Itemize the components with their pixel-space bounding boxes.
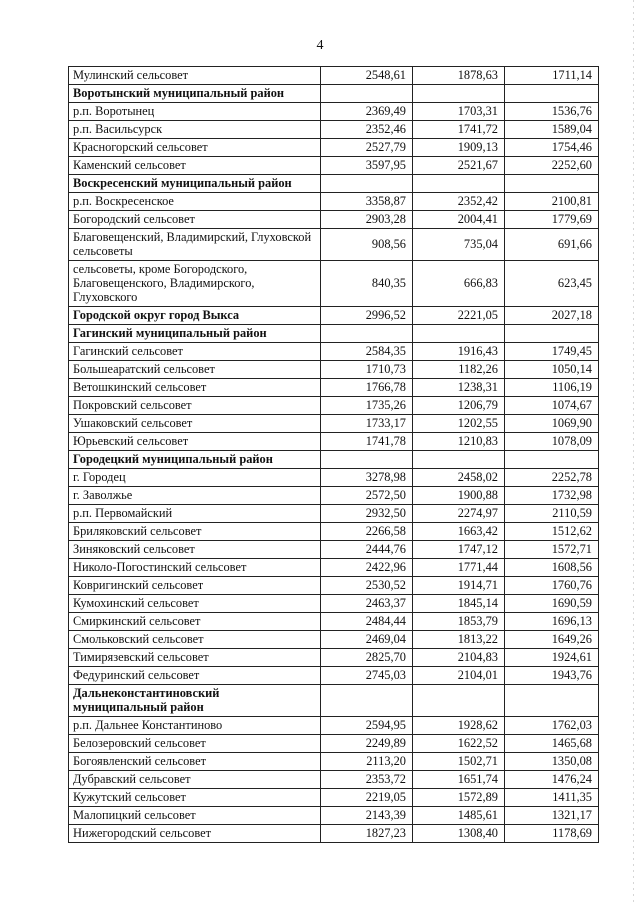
value-col-1: 2996,52	[321, 307, 413, 325]
value-col-2: 1502,71	[413, 753, 505, 771]
table-row	[69, 157, 599, 175]
value-col-3: 1608,56	[505, 559, 599, 577]
section-row	[69, 175, 599, 193]
value-col-2: 2274,97	[413, 505, 505, 523]
table-row	[69, 343, 599, 361]
settlement-name: Мулинский сельсовет	[69, 67, 321, 85]
settlement-name: Смольковский сельсовет	[69, 631, 321, 649]
value-col-1: 2530,52	[321, 577, 413, 595]
value-col-1: 3278,98	[321, 469, 413, 487]
value-col-3: 1572,71	[505, 541, 599, 559]
value-col-1: 908,56	[321, 229, 413, 261]
table-row	[69, 379, 599, 397]
settlement-name: Бриляковский сельсовет	[69, 523, 321, 541]
value-col-2: 1747,12	[413, 541, 505, 559]
settlement-name: Нижегородский сельсовет	[69, 825, 321, 843]
value-col-1	[321, 175, 413, 193]
value-col-1: 2352,46	[321, 121, 413, 139]
district-name: Воротынский муниципальный район	[69, 85, 321, 103]
value-col-1: 1710,73	[321, 361, 413, 379]
value-col-3: 1074,67	[505, 397, 599, 415]
value-col-2: 1853,79	[413, 613, 505, 631]
value-col-3: 1762,03	[505, 717, 599, 735]
settlement-name: Кужутский сельсовет	[69, 789, 321, 807]
value-col-2: 2521,67	[413, 157, 505, 175]
settlement-name: Богоявленский сельсовет	[69, 753, 321, 771]
table-row	[69, 631, 599, 649]
value-col-3: 2027,18	[505, 307, 599, 325]
value-col-1: 2548,61	[321, 67, 413, 85]
value-col-2: 1206,79	[413, 397, 505, 415]
value-col-3: 1589,04	[505, 121, 599, 139]
value-col-2: 2221,05	[413, 307, 505, 325]
value-col-3: 1069,90	[505, 415, 599, 433]
settlement-name: р.п. Дальнее Константиново	[69, 717, 321, 735]
settlement-name: Большеаратский сельсовет	[69, 361, 321, 379]
settlement-name: Ковригинский сельсовет	[69, 577, 321, 595]
value-col-2: 2458,02	[413, 469, 505, 487]
value-col-2: 1914,71	[413, 577, 505, 595]
value-col-2: 1813,22	[413, 631, 505, 649]
value-col-3	[505, 175, 599, 193]
value-col-2: 1900,88	[413, 487, 505, 505]
table-row	[69, 789, 599, 807]
table-row	[69, 361, 599, 379]
section-row	[69, 325, 599, 343]
value-col-3	[505, 685, 599, 717]
table-row	[69, 487, 599, 505]
rates-table	[68, 66, 599, 843]
settlement-name: Каменский сельсовет	[69, 157, 321, 175]
value-col-2: 1485,61	[413, 807, 505, 825]
value-col-3: 1465,68	[505, 735, 599, 753]
value-col-2: 1238,31	[413, 379, 505, 397]
value-col-3: 1536,76	[505, 103, 599, 121]
value-col-1	[321, 325, 413, 343]
table-row	[69, 229, 599, 261]
value-col-2: 2004,41	[413, 211, 505, 229]
table-row	[69, 807, 599, 825]
value-col-2	[413, 325, 505, 343]
settlement-name: Красногорский сельсовет	[69, 139, 321, 157]
value-col-1: 2444,76	[321, 541, 413, 559]
value-col-2: 1741,72	[413, 121, 505, 139]
settlement-name: Покровский сельсовет	[69, 397, 321, 415]
value-col-1	[321, 685, 413, 717]
table-row	[69, 667, 599, 685]
value-col-1: 2825,70	[321, 649, 413, 667]
table-row	[69, 613, 599, 631]
value-col-3: 1476,24	[505, 771, 599, 789]
value-col-1	[321, 451, 413, 469]
table-row	[69, 523, 599, 541]
value-col-3: 1711,14	[505, 67, 599, 85]
value-col-1: 2266,58	[321, 523, 413, 541]
section-row	[69, 451, 599, 469]
table-row	[69, 139, 599, 157]
section-row	[69, 307, 599, 325]
value-col-2: 1845,14	[413, 595, 505, 613]
value-col-2: 1916,43	[413, 343, 505, 361]
district-name: Гагинский муниципальный район	[69, 325, 321, 343]
value-col-1: 1741,78	[321, 433, 413, 451]
value-col-3	[505, 85, 599, 103]
settlement-name: Благовещенский, Владимирский, Глуховской сельсоветы	[69, 229, 321, 261]
settlement-name: р.п. Первомайский	[69, 505, 321, 523]
value-col-2: 1182,26	[413, 361, 505, 379]
value-col-1: 2594,95	[321, 717, 413, 735]
value-col-3: 691,66	[505, 229, 599, 261]
value-col-1: 2143,39	[321, 807, 413, 825]
value-col-2	[413, 85, 505, 103]
value-col-2	[413, 175, 505, 193]
settlement-name: Белозеровский сельсовет	[69, 735, 321, 753]
value-col-3: 1512,62	[505, 523, 599, 541]
settlement-name: Тимирязевский сельсовет	[69, 649, 321, 667]
value-col-1: 2422,96	[321, 559, 413, 577]
settlement-name: Дубравский сельсовет	[69, 771, 321, 789]
scan-edge-artifact	[633, 0, 634, 905]
district-name: Дальнеконстантиновский муниципальный район	[69, 685, 321, 717]
value-col-2: 735,04	[413, 229, 505, 261]
value-col-3: 1649,26	[505, 631, 599, 649]
value-col-1: 2584,35	[321, 343, 413, 361]
table-row	[69, 595, 599, 613]
value-col-3	[505, 325, 599, 343]
value-col-1: 2572,50	[321, 487, 413, 505]
value-col-2	[413, 685, 505, 717]
section-row	[69, 685, 599, 717]
value-col-2: 2104,83	[413, 649, 505, 667]
value-col-3: 2252,78	[505, 469, 599, 487]
table-row	[69, 103, 599, 121]
value-col-3	[505, 451, 599, 469]
settlement-name: Кумохинский сельсовет	[69, 595, 321, 613]
value-col-1: 2469,04	[321, 631, 413, 649]
value-col-1: 2219,05	[321, 789, 413, 807]
value-col-3: 1760,76	[505, 577, 599, 595]
value-col-1: 3597,95	[321, 157, 413, 175]
value-col-3: 1411,35	[505, 789, 599, 807]
value-col-3: 1178,69	[505, 825, 599, 843]
table-row	[69, 505, 599, 523]
value-col-3: 1321,17	[505, 807, 599, 825]
value-col-2: 2352,42	[413, 193, 505, 211]
value-col-3: 1696,13	[505, 613, 599, 631]
value-col-2: 1202,55	[413, 415, 505, 433]
value-col-2: 1771,44	[413, 559, 505, 577]
settlement-name: г. Заволжье	[69, 487, 321, 505]
section-row	[69, 85, 599, 103]
value-col-3: 1732,98	[505, 487, 599, 505]
table-row	[69, 825, 599, 843]
settlement-name: Ветошкинский сельсовет	[69, 379, 321, 397]
value-col-1	[321, 85, 413, 103]
settlement-name: Богородский сельсовет	[69, 211, 321, 229]
settlement-name: Малопицкий сельсовет	[69, 807, 321, 825]
value-col-1: 3358,87	[321, 193, 413, 211]
settlement-name: Гагинский сельсовет	[69, 343, 321, 361]
value-col-3: 1078,09	[505, 433, 599, 451]
value-col-1: 1735,26	[321, 397, 413, 415]
value-col-3: 1943,76	[505, 667, 599, 685]
value-col-2	[413, 451, 505, 469]
settlement-name: Николо-Погостинский сельсовет	[69, 559, 321, 577]
value-col-3: 2110,59	[505, 505, 599, 523]
table-row	[69, 771, 599, 789]
settlement-name: р.п. Воскресенское	[69, 193, 321, 211]
value-col-3: 1749,45	[505, 343, 599, 361]
value-col-1: 2249,89	[321, 735, 413, 753]
value-col-1: 2353,72	[321, 771, 413, 789]
table-row	[69, 211, 599, 229]
table-row	[69, 649, 599, 667]
value-col-1: 2932,50	[321, 505, 413, 523]
value-col-2: 1928,62	[413, 717, 505, 735]
table-row	[69, 67, 599, 85]
value-col-3: 1350,08	[505, 753, 599, 771]
table-row	[69, 193, 599, 211]
district-name: Воскресенский муниципальный район	[69, 175, 321, 193]
value-col-1: 2903,28	[321, 211, 413, 229]
value-col-3: 1106,19	[505, 379, 599, 397]
value-col-2: 666,83	[413, 261, 505, 307]
district-name: Городской округ город Выкса	[69, 307, 321, 325]
settlement-name: р.п. Васильсурск	[69, 121, 321, 139]
value-col-1: 1766,78	[321, 379, 413, 397]
value-col-2: 1909,13	[413, 139, 505, 157]
value-col-2: 1308,40	[413, 825, 505, 843]
value-col-3: 1050,14	[505, 361, 599, 379]
table-row	[69, 577, 599, 595]
value-col-1: 2484,44	[321, 613, 413, 631]
value-col-3: 1754,46	[505, 139, 599, 157]
value-col-2: 1210,83	[413, 433, 505, 451]
table-row	[69, 717, 599, 735]
settlement-name: Ушаковский сельсовет	[69, 415, 321, 433]
value-col-3: 1690,59	[505, 595, 599, 613]
table-row	[69, 397, 599, 415]
table-row	[69, 559, 599, 577]
settlement-name: Зиняковский сельсовет	[69, 541, 321, 559]
value-col-1: 2745,03	[321, 667, 413, 685]
value-col-1: 2463,37	[321, 595, 413, 613]
value-col-2: 1703,31	[413, 103, 505, 121]
table-row	[69, 415, 599, 433]
value-col-1: 2369,49	[321, 103, 413, 121]
value-col-1: 2527,79	[321, 139, 413, 157]
table-row	[69, 261, 599, 307]
value-col-3: 1779,69	[505, 211, 599, 229]
value-col-2: 1622,52	[413, 735, 505, 753]
page-number: 4	[316, 38, 324, 53]
settlement-name: Смиркинский сельсовет	[69, 613, 321, 631]
value-col-1: 1733,17	[321, 415, 413, 433]
table-row	[69, 735, 599, 753]
settlement-name: Федуринский сельсовет	[69, 667, 321, 685]
value-col-2: 1572,89	[413, 789, 505, 807]
table-row	[69, 433, 599, 451]
value-col-2: 1663,42	[413, 523, 505, 541]
value-col-2: 1651,74	[413, 771, 505, 789]
value-col-3: 1924,61	[505, 649, 599, 667]
value-col-1: 2113,20	[321, 753, 413, 771]
settlement-name: р.п. Воротынец	[69, 103, 321, 121]
value-col-2: 2104,01	[413, 667, 505, 685]
value-col-2: 1878,63	[413, 67, 505, 85]
value-col-3: 623,45	[505, 261, 599, 307]
settlement-name: Юрьевский сельсовет	[69, 433, 321, 451]
value-col-1: 1827,23	[321, 825, 413, 843]
settlement-name: г. Городец	[69, 469, 321, 487]
value-col-1: 840,35	[321, 261, 413, 307]
rates-table-body	[69, 67, 599, 843]
table-row	[69, 469, 599, 487]
settlement-name: сельсоветы, кроме Богородского, Благовещенского, Владимирского, Глуховского	[69, 261, 321, 307]
table-row	[69, 541, 599, 559]
table-row	[69, 121, 599, 139]
district-name: Городецкий муниципальный район	[69, 451, 321, 469]
value-col-3: 2100,81	[505, 193, 599, 211]
table-row	[69, 753, 599, 771]
value-col-3: 2252,60	[505, 157, 599, 175]
